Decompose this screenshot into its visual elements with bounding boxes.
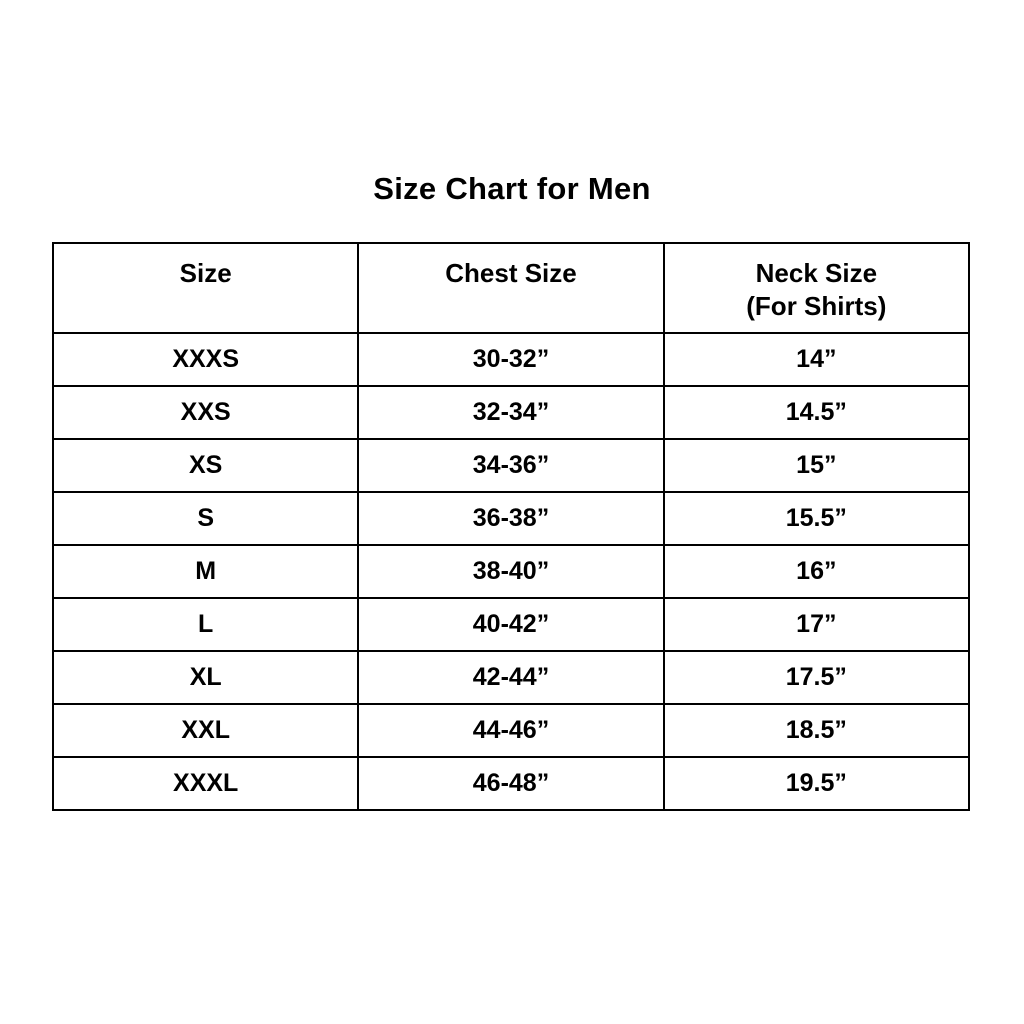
- cell-neck: 14.5”: [664, 386, 969, 439]
- cell-size: XS: [53, 439, 358, 492]
- page-title: Size Chart for Men: [373, 171, 651, 206]
- cell-chest: 38-40”: [358, 545, 663, 598]
- cell-chest: 36-38”: [358, 492, 663, 545]
- cell-neck: 19.5”: [664, 757, 969, 810]
- cell-neck: 17”: [664, 598, 969, 651]
- cell-neck: 15”: [664, 439, 969, 492]
- cell-chest: 40-42”: [358, 598, 663, 651]
- cell-neck: 15.5”: [664, 492, 969, 545]
- cell-chest: 32-34”: [358, 386, 663, 439]
- cell-neck: 18.5”: [664, 704, 969, 757]
- table-row: [53, 492, 969, 545]
- header-neck-size: [664, 243, 969, 333]
- cell-chest: 34-36”: [358, 439, 663, 492]
- cell-neck: 14”: [664, 333, 969, 386]
- size-chart-table: [52, 242, 970, 811]
- table-row: [53, 704, 969, 757]
- cell-size: XXXL: [53, 757, 358, 810]
- table-row: [53, 386, 969, 439]
- cell-size: XXXS: [53, 333, 358, 386]
- cell-chest: 30-32”: [358, 333, 663, 386]
- cell-size: S: [53, 492, 358, 545]
- table-row: [53, 545, 969, 598]
- cell-size: XXL: [53, 704, 358, 757]
- table-row: [53, 598, 969, 651]
- header-neck-size-line2: (For Shirts): [746, 291, 887, 321]
- table-row: [53, 439, 969, 492]
- table-row: [53, 651, 969, 704]
- cell-size: M: [53, 545, 358, 598]
- cell-size: L: [53, 598, 358, 651]
- cell-chest: 42-44”: [358, 651, 663, 704]
- table-row: [53, 333, 969, 386]
- cell-size: XL: [53, 651, 358, 704]
- table-row: [53, 757, 969, 810]
- header-size: Size: [53, 243, 358, 333]
- cell-size: XXS: [53, 386, 358, 439]
- cell-neck: 16”: [664, 545, 969, 598]
- header-chest-size: Chest Size: [358, 243, 663, 333]
- cell-chest: 46-48”: [358, 757, 663, 810]
- cell-chest: 44-46”: [358, 704, 663, 757]
- header-neck-size-line1: Neck Size: [755, 258, 878, 288]
- table-header-row: [53, 243, 969, 333]
- cell-neck: 17.5”: [664, 651, 969, 704]
